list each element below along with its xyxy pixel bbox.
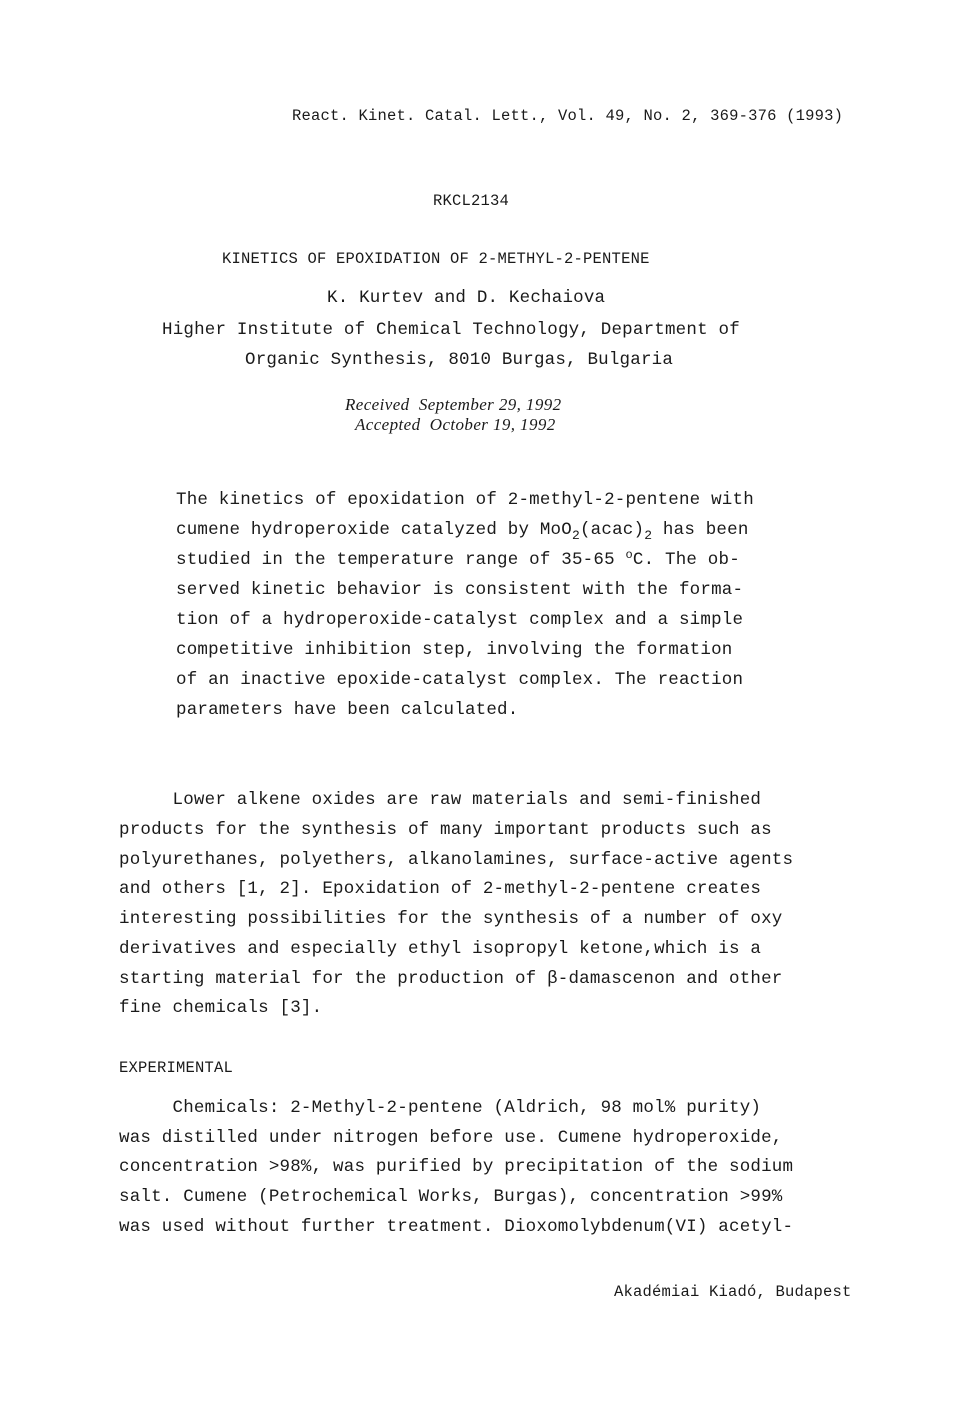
affiliation-line-2: Organic Synthesis, 8010 Burgas, Bulgaria xyxy=(245,350,674,370)
abstract-line: competitive inhibition step, involving the formation xyxy=(176,640,733,660)
body-line: derivatives and especially ethyl isopropyl ketone,which is a xyxy=(119,939,762,959)
abstract-line: studied in the temperature range of 35-65 $^o$C. The ob- xyxy=(176,548,740,570)
abstract-line: tion of a hydroperoxide-catalyst complex and a simple xyxy=(176,610,744,630)
body-line: Chemicals: 2-Methyl-2-pentene (Aldrich, 98 mol% purity) xyxy=(119,1098,762,1118)
article-code: RKCL2134 xyxy=(433,192,510,210)
abstract-line: The kinetics of epoxidation of 2-methyl-2-pentene with xyxy=(176,490,754,510)
article-title: KINETICS OF EPOXIDATION OF 2-METHYL-2-PENTENE xyxy=(222,250,650,268)
body-line: salt. Cumene (Petrochemical Works, Burgas), concentration >99% xyxy=(119,1187,783,1207)
received-date: Received September 29, 1992 xyxy=(345,395,562,414)
publisher-footer: Akadémiai Kiadó, Budapest xyxy=(614,1283,852,1301)
body-line: products for the synthesis of many important products such as xyxy=(119,820,772,840)
accepted-date: Accepted October 19, 1992 xyxy=(355,415,556,434)
abstract-line: cumene hydroperoxide catalyzed by $MoO_2(acac)_2$ has been xyxy=(176,520,749,543)
abstract-line: of an inactive epoxide-catalyst complex. The reaction xyxy=(176,670,744,690)
abstract-line: served kinetic behavior is consistent with the forma- xyxy=(176,580,744,600)
body-line: starting material for the production of β-damascenon and other xyxy=(119,969,783,989)
affiliation-line-1: Higher Institute of Chemical Technology, Department of xyxy=(162,320,740,340)
body-line: interesting possibilities for the synthesis of a number of oxy xyxy=(119,909,783,929)
body-line: Lower alkene oxides are raw materials and semi-finished xyxy=(119,790,762,810)
body-line: polyurethanes, polyethers, alkanolamines, surface-active agents xyxy=(119,850,794,870)
authors: K. Kurtev and D. Kechaiova xyxy=(327,288,606,308)
body-line: and others [1, 2]. Epoxidation of 2-methyl-2-pentene creates xyxy=(119,879,762,899)
body-line: was used without further treatment. Dioxomolybdenum(VI) acetyl- xyxy=(119,1217,794,1237)
body-line: fine chemicals [3]. xyxy=(119,998,323,1018)
body-line: concentration >98%, was purified by precipitation of the sodium xyxy=(119,1157,794,1177)
journal-citation: React. Kinet. Catal. Lett., Vol. 49, No. 2, 369-376 (1993) xyxy=(292,107,844,125)
section-heading-experimental: EXPERIMENTAL xyxy=(119,1059,234,1077)
body-line: was distilled under nitrogen before use. Cumene hydroperoxide, xyxy=(119,1128,783,1148)
abstract-line: parameters have been calculated. xyxy=(176,700,519,720)
